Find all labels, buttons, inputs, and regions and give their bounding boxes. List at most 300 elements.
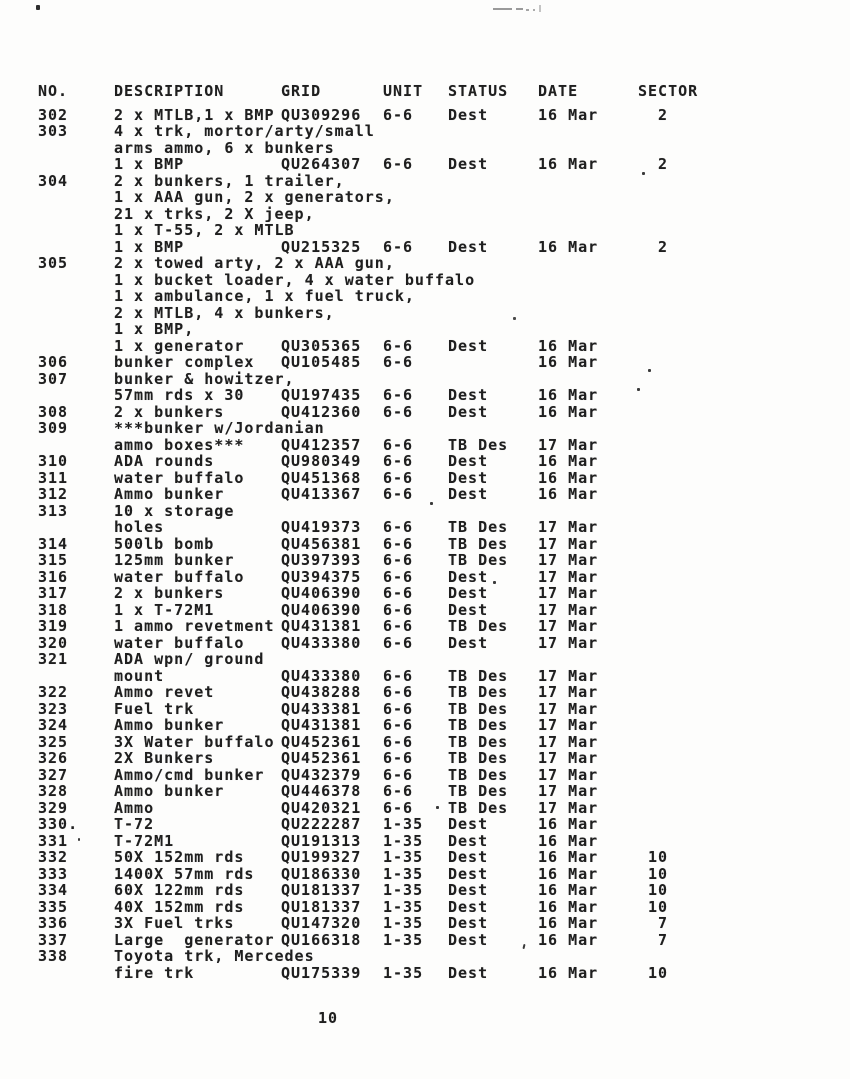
cell-date: 16 Mar <box>538 237 599 256</box>
table-row <box>0 552 850 569</box>
cell-grid: QU432379 <box>281 765 362 784</box>
cell-description: Large generator <box>114 930 275 949</box>
cell-description: 60X 122mm rds <box>114 881 245 899</box>
cell-no: 314 <box>38 534 69 553</box>
cell-description: Ammo/cmd bunker <box>114 765 265 784</box>
column-header-date: DATE <box>538 82 579 100</box>
table-row <box>0 107 850 124</box>
cell-status: Dest <box>448 897 489 916</box>
cell-no: 334 <box>38 881 69 899</box>
cell-description: 1 ammo revetment <box>114 617 275 635</box>
cell-unit: 6-6 <box>383 452 414 470</box>
cell-unit: 6-6 <box>383 336 414 355</box>
cell-date: 17 Mar <box>538 716 599 734</box>
cell-status: Dest <box>448 567 489 586</box>
cell-grid: QU452361 <box>281 732 362 751</box>
cell-unit: 6-6 <box>383 468 414 487</box>
table-row <box>0 915 850 932</box>
scan-dash <box>516 8 523 10</box>
cell-grid: QU186330 <box>281 864 362 883</box>
cell-sector: 10 <box>647 848 668 866</box>
cell-description: Ammo bunker <box>114 782 225 800</box>
table-row <box>0 437 850 454</box>
cell-status: Dest <box>448 881 489 899</box>
cell-date: 17 Mar <box>538 749 599 767</box>
cell-no: 319 <box>38 617 69 635</box>
cell-sector: 7 <box>657 930 668 949</box>
table-row <box>0 470 850 487</box>
cell-date: 17 Mar <box>538 600 599 619</box>
table-row <box>0 932 850 949</box>
cell-unit: 6-6 <box>383 732 414 751</box>
cell-grid: QU222287 <box>281 815 362 833</box>
cell-no: 309 <box>38 419 69 437</box>
scan-speck <box>36 5 40 10</box>
cell-grid: QU433380 <box>281 633 362 652</box>
cell-unit: 1-35 <box>383 864 424 883</box>
cell-description: 2 x bunkers, 1 trailer, <box>114 171 345 190</box>
cell-no: 310 <box>38 452 69 470</box>
cell-date: 17 Mar <box>538 584 599 602</box>
cell-grid: QU456381 <box>281 534 362 553</box>
cell-date: 17 Mar <box>538 518 599 536</box>
cell-description: 125mm bunker <box>114 551 235 569</box>
cell-date: 16 Mar <box>538 881 599 899</box>
cell-grid: QU431381 <box>281 617 362 635</box>
table-row <box>0 965 850 982</box>
cell-description: 1 x BMP <box>114 237 185 256</box>
scan-speck <box>430 502 433 505</box>
cell-no: 302 <box>38 105 69 124</box>
table-row <box>0 602 850 619</box>
cell-description: Ammo revet <box>114 683 215 701</box>
cell-description: 1 x generator <box>114 336 245 355</box>
cell-status: TB Des <box>448 683 509 701</box>
cell-unit: 6-6 <box>383 402 414 421</box>
cell-description: 10 x storage <box>114 501 235 520</box>
scan-speck <box>493 581 496 584</box>
cell-unit: 6-6 <box>383 567 414 586</box>
cell-status: TB Des <box>448 782 509 800</box>
cell-date: 17 Mar <box>538 765 599 784</box>
cell-status: TB Des <box>448 798 509 817</box>
cell-status: Dest <box>448 831 489 850</box>
cell-no: 338 <box>38 947 69 965</box>
cell-status: Dest <box>448 105 489 124</box>
cell-no: 311 <box>38 468 69 487</box>
cell-unit: 6-6 <box>383 699 414 718</box>
cell-grid: QU199327 <box>281 848 362 866</box>
cell-status: Dest <box>448 963 489 982</box>
cell-grid: QU419373 <box>281 518 362 536</box>
table-row <box>0 519 850 536</box>
cell-date: 16 Mar <box>538 468 599 487</box>
table-row <box>0 173 850 190</box>
cell-description: 57mm rds x 30 <box>114 386 245 404</box>
cell-unit: 6-6 <box>383 551 414 569</box>
cell-grid: QU433380 <box>281 666 362 685</box>
cell-status: TB Des <box>448 534 509 553</box>
cell-unit: 1-35 <box>383 831 424 850</box>
cell-no: 316 <box>38 567 69 586</box>
table-row <box>0 288 850 305</box>
cell-description: 1400X 57mm rds <box>114 864 255 883</box>
cell-status: Dest <box>448 452 489 470</box>
cell-description: 3X Fuel trks <box>114 914 235 932</box>
cell-description: 2 x towed arty, 2 x AAA gun, <box>114 254 395 272</box>
table-row <box>0 486 850 503</box>
scan-speck <box>637 388 640 391</box>
cell-no: 304 <box>38 171 69 190</box>
cell-grid: QU309296 <box>281 105 362 124</box>
table-header-row <box>0 83 850 100</box>
cell-grid: QU412357 <box>281 435 362 454</box>
cell-grid: QU433381 <box>281 699 362 718</box>
table-row <box>0 866 850 883</box>
table-row <box>0 816 850 833</box>
cell-unit: 1-35 <box>383 914 424 932</box>
cell-no: 335 <box>38 897 69 916</box>
cell-date: 17 Mar <box>538 534 599 553</box>
cell-unit: 6-6 <box>383 749 414 767</box>
table-row <box>0 899 850 916</box>
cell-status: TB Des <box>448 551 509 569</box>
cell-no: 321 <box>38 650 69 668</box>
cell-unit: 6-6 <box>383 353 414 371</box>
cell-description: 2X Bunkers <box>114 749 215 767</box>
table-row <box>0 503 850 520</box>
cell-unit: 1-35 <box>383 815 424 833</box>
cell-status: Dest <box>448 237 489 256</box>
cell-description: 4 x trk, mortor/arty/small <box>114 122 375 140</box>
cell-status: TB Des <box>448 699 509 718</box>
cell-grid: QU394375 <box>281 567 362 586</box>
cell-status: Dest <box>448 815 489 833</box>
cell-no: 320 <box>38 633 69 652</box>
cell-description: 1 x AAA gun, 2 x generators, <box>114 188 395 206</box>
table-row <box>0 536 850 553</box>
table-row <box>0 585 850 602</box>
cell-description: 50X 152mm rds <box>114 848 245 866</box>
cell-unit: 6-6 <box>383 600 414 619</box>
cell-date: 16 Mar <box>538 897 599 916</box>
cell-date: 16 Mar <box>538 105 599 124</box>
cell-status: Dest <box>448 468 489 487</box>
table-row <box>0 734 850 751</box>
cell-description: 2 x bunkers <box>114 584 225 602</box>
scan-speck <box>513 317 516 320</box>
scan-speck <box>436 806 439 809</box>
cell-status: Dest <box>448 600 489 619</box>
column-header-no: NO. <box>38 82 69 100</box>
cell-description: water buffalo <box>114 567 245 586</box>
cell-no: 312 <box>38 485 69 503</box>
cell-no: 337 <box>38 930 69 949</box>
table-row <box>0 948 850 965</box>
cell-unit: 6-6 <box>383 765 414 784</box>
table-row <box>0 371 850 388</box>
cell-status: Dest <box>448 402 489 421</box>
page-number: 10 <box>318 1009 339 1027</box>
cell-no: 317 <box>38 584 69 602</box>
cell-date: 16 Mar <box>538 485 599 503</box>
column-header-description: DESCRIPTION <box>114 82 225 100</box>
table-row <box>0 338 850 355</box>
cell-description: 2 x MTLB, 4 x bunkers, <box>114 303 335 322</box>
scan-dash <box>493 8 512 10</box>
cell-status: Dest <box>448 336 489 355</box>
cell-grid: QU980349 <box>281 452 362 470</box>
cell-unit: 6-6 <box>383 485 414 503</box>
cell-description: 40X 152mm rds <box>114 897 245 916</box>
cell-status: Dest <box>448 864 489 883</box>
cell-description: bunker complex <box>114 353 255 371</box>
cell-description: 1 x T-55, 2 x MTLB <box>114 221 295 239</box>
cell-status: TB Des <box>448 617 509 635</box>
cell-description: ADA wpn/ ground <box>114 650 265 668</box>
cell-no: 303 <box>38 122 69 140</box>
cell-sector: 10 <box>647 897 668 916</box>
cell-date: 17 Mar <box>538 617 599 635</box>
scan-speck <box>78 838 80 841</box>
scan-dot <box>526 9 529 11</box>
cell-unit: 1-35 <box>383 897 424 916</box>
cell-status: TB Des <box>448 518 509 536</box>
scan-dot <box>533 9 535 11</box>
cell-date: 17 Mar <box>538 798 599 817</box>
cell-status: Dest <box>448 914 489 932</box>
cell-grid: QU413367 <box>281 485 362 503</box>
cell-unit: 6-6 <box>383 155 414 173</box>
cell-description: 2 x MTLB,1 x BMP <box>114 105 275 124</box>
table-row <box>0 272 850 289</box>
cell-description: water buffalo <box>114 468 245 487</box>
table-row <box>0 206 850 223</box>
table-row <box>0 239 850 256</box>
cell-grid: QU197435 <box>281 386 362 404</box>
table-row <box>0 420 850 437</box>
cell-unit: 1-35 <box>383 848 424 866</box>
table-row <box>0 189 850 206</box>
table-row <box>0 833 850 850</box>
cell-no: 318 <box>38 600 69 619</box>
cell-unit: 6-6 <box>383 666 414 685</box>
table-row <box>0 635 850 652</box>
cell-grid: QU406390 <box>281 584 362 602</box>
scan-tick <box>539 5 541 12</box>
cell-date: 17 Mar <box>538 782 599 800</box>
cell-description: 3X Water buffalo <box>114 732 275 751</box>
table-row <box>0 123 850 140</box>
cell-grid: QU438288 <box>281 683 362 701</box>
cell-description: ADA rounds <box>114 452 215 470</box>
cell-date: 17 Mar <box>538 683 599 701</box>
cell-unit: 1-35 <box>383 930 424 949</box>
scan-speck <box>648 369 651 372</box>
cell-grid: QU406390 <box>281 600 362 619</box>
cell-description: 1 x T-72M1 <box>114 600 215 619</box>
cell-status: TB Des <box>448 666 509 685</box>
cell-unit: 1-35 <box>383 881 424 899</box>
cell-grid: QU147320 <box>281 914 362 932</box>
cell-grid: QU181337 <box>281 897 362 916</box>
cell-description: mount <box>114 666 165 685</box>
cell-unit: 6-6 <box>383 237 414 256</box>
cell-description: T-72 <box>114 815 155 833</box>
table-row <box>0 717 850 734</box>
cell-sector: 10 <box>647 864 668 883</box>
cell-grid: QU446378 <box>281 782 362 800</box>
table-row <box>0 767 850 784</box>
cell-unit: 6-6 <box>383 716 414 734</box>
cell-sector: 2 <box>657 155 668 173</box>
cell-description: bunker & howitzer, <box>114 369 295 388</box>
cell-unit: 6-6 <box>383 584 414 602</box>
cell-grid: QU397393 <box>281 551 362 569</box>
cell-date: 16 Mar <box>538 353 599 371</box>
cell-grid: QU420321 <box>281 798 362 817</box>
cell-no: 329 <box>38 798 69 817</box>
cell-sector: 10 <box>647 881 668 899</box>
table-row <box>0 750 850 767</box>
cell-unit: 1-35 <box>383 963 424 982</box>
cell-sector: 7 <box>657 914 668 932</box>
cell-description: ***bunker w/Jordanian <box>114 419 325 437</box>
cell-no: 315 <box>38 551 69 569</box>
cell-no: 333 <box>38 864 69 883</box>
cell-grid: QU412360 <box>281 402 362 421</box>
cell-date: 16 Mar <box>538 848 599 866</box>
cell-status: TB Des <box>448 765 509 784</box>
cell-grid: QU264307 <box>281 155 362 173</box>
table-row <box>0 305 850 322</box>
cell-date: 16 Mar <box>538 864 599 883</box>
cell-unit: 6-6 <box>383 105 414 124</box>
cell-unit: 6-6 <box>383 518 414 536</box>
cell-unit: 6-6 <box>383 683 414 701</box>
cell-description: water buffalo <box>114 633 245 652</box>
cell-description: Fuel trk <box>114 699 195 718</box>
table-row <box>0 222 850 239</box>
cell-date: 16 Mar <box>538 831 599 850</box>
cell-grid: QU181337 <box>281 881 362 899</box>
table-row <box>0 651 850 668</box>
cell-date: 17 Mar <box>538 567 599 586</box>
cell-date: 16 Mar <box>538 386 599 404</box>
table-row <box>0 156 850 173</box>
cell-no: 305 <box>38 254 69 272</box>
table-row <box>0 849 850 866</box>
cell-grid: QU105485 <box>281 353 362 371</box>
cell-status: Dest <box>448 848 489 866</box>
table-row <box>0 882 850 899</box>
table-row <box>0 387 850 404</box>
cell-date: 16 Mar <box>538 930 599 949</box>
cell-grid: QU431381 <box>281 716 362 734</box>
table-row <box>0 701 850 718</box>
cell-date: 16 Mar <box>538 914 599 932</box>
cell-sector: 2 <box>657 105 668 124</box>
table-row <box>0 404 850 421</box>
cell-no: 336 <box>38 914 69 932</box>
cell-unit: 6-6 <box>383 435 414 454</box>
cell-grid: QU451368 <box>281 468 362 487</box>
cell-status: Dest <box>448 485 489 503</box>
cell-no: 322 <box>38 683 69 701</box>
column-header-sector: SECTOR <box>638 82 699 100</box>
table-row <box>0 668 850 685</box>
cell-description: Ammo <box>114 798 155 817</box>
cell-status: TB Des <box>448 716 509 734</box>
cell-no: 306 <box>38 353 69 371</box>
cell-date: 16 Mar <box>538 402 599 421</box>
cell-grid: QU166318 <box>281 930 362 949</box>
cell-description: 21 x trks, 2 X jeep, <box>114 204 315 223</box>
cell-no: 327 <box>38 765 69 784</box>
cell-grid: QU191313 <box>281 831 362 850</box>
cell-description: 500lb bomb <box>114 534 215 553</box>
cell-unit: 6-6 <box>383 534 414 553</box>
cell-sector: 10 <box>647 963 668 982</box>
cell-grid: QU452361 <box>281 749 362 767</box>
table-row <box>0 321 850 338</box>
cell-no: 332 <box>38 848 69 866</box>
cell-date: 17 Mar <box>538 435 599 454</box>
cell-date: 17 Mar <box>538 666 599 685</box>
cell-date: 17 Mar <box>538 699 599 718</box>
cell-unit: 6-6 <box>383 782 414 800</box>
cell-description: ammo boxes*** <box>114 435 245 454</box>
table-row <box>0 618 850 635</box>
cell-description: 2 x bunkers <box>114 402 225 421</box>
table-row <box>0 354 850 371</box>
cell-date: 17 Mar <box>538 732 599 751</box>
cell-unit: 6-6 <box>383 798 414 817</box>
table-row <box>0 140 850 157</box>
cell-date: 16 Mar <box>538 155 599 173</box>
table-row <box>0 684 850 701</box>
cell-status: Dest <box>448 155 489 173</box>
cell-status: Dest <box>448 386 489 404</box>
table-row <box>0 800 850 817</box>
cell-description: 1 x bucket loader, 4 x water buffalo <box>114 270 476 289</box>
table-row <box>0 453 850 470</box>
table-row <box>0 255 850 272</box>
cell-date: 16 Mar <box>538 452 599 470</box>
cell-no: 308 <box>38 402 69 421</box>
cell-grid: QU175339 <box>281 963 362 982</box>
cell-status: TB Des <box>448 749 509 767</box>
cell-no: 326 <box>38 749 69 767</box>
cell-sector: 2 <box>657 237 668 256</box>
cell-status: Dest <box>448 930 489 949</box>
cell-description: T-72M1 <box>114 831 175 850</box>
cell-no: 330. <box>38 815 79 833</box>
cell-status: TB Des <box>448 732 509 751</box>
cell-no: 324 <box>38 716 69 734</box>
cell-no: 325 <box>38 732 69 751</box>
column-header-grid: GRID <box>281 82 322 100</box>
cell-no: 331 <box>38 831 69 850</box>
cell-description: holes <box>114 518 165 536</box>
cell-no: 323 <box>38 699 69 718</box>
table-row <box>0 569 850 586</box>
cell-no: 328 <box>38 782 69 800</box>
cell-unit: 6-6 <box>383 386 414 404</box>
cell-date: 16 Mar <box>538 963 599 982</box>
cell-no: 313 <box>38 501 69 520</box>
column-header-status: STATUS <box>448 82 509 100</box>
